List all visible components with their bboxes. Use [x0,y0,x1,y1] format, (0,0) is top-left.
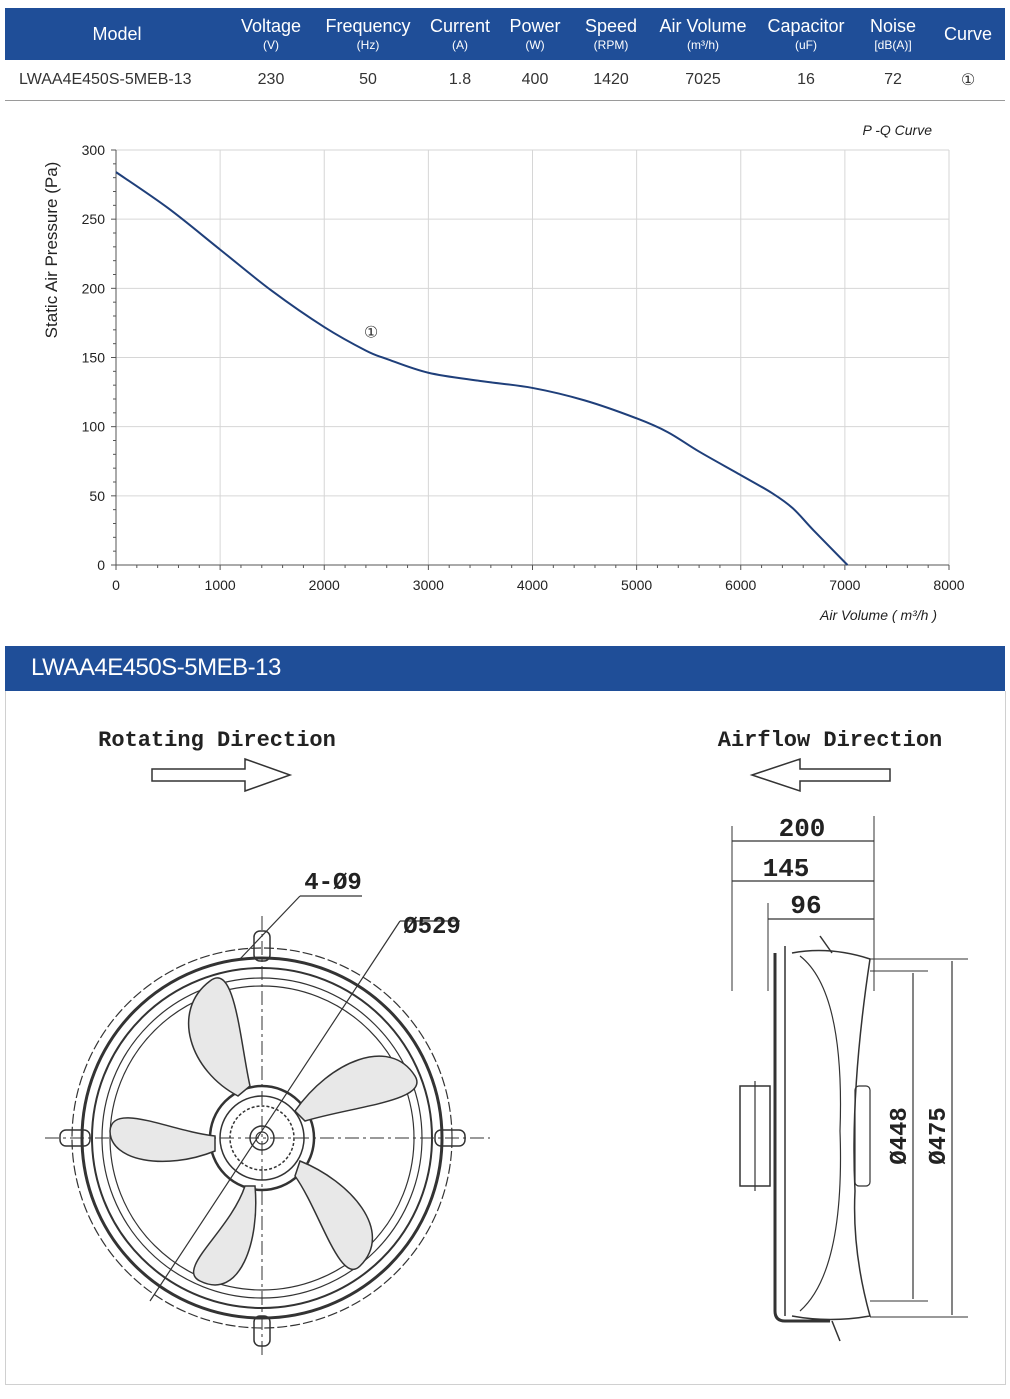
airflow-direction-label: Airflow Direction [717,728,943,753]
cell-air-volume: 7025 [649,60,757,101]
dimension-200: 200 [778,814,826,844]
diameter-475: Ø475 [926,1107,953,1165]
x-tick-label: 4000 [516,577,549,593]
rotating-arrow-icon [152,759,290,791]
technical-drawing-svg [0,691,1010,1391]
diameter-448: Ø448 [887,1107,914,1165]
y-tick-label: 200 [81,280,105,297]
spec-header-row [5,8,1005,60]
x-axis-label: Air Volume ( m³/h ) [820,607,937,623]
rotating-direction-label: Rotating Direction [98,728,336,753]
header-current: Current (A) [429,15,491,52]
y-tick-label: 0 [97,557,105,573]
y-tick-label: 50 [89,487,105,504]
pq-chart-svg [0,100,1010,645]
x-tick-label: 0 [112,577,120,593]
header-speed: Speed (RPM) [584,15,638,52]
y-tick-label: 300 [81,142,105,158]
y-axis-label: Static Air Pressure (Pa) [42,161,61,339]
header-model: Model [92,23,142,44]
fan-front-view [45,896,490,1356]
cell-model: LWAA4E450S-5MEB-13 [5,60,229,101]
x-tick-label: 6000 [725,577,757,593]
table-row [5,60,1005,101]
holes-dimension: 4-Ø9 [304,870,362,897]
y-tick-label: 250 [81,211,105,228]
cell-curve: ① [931,60,1005,101]
header-air-volume: Air Volume (m³/h) [659,15,747,52]
chart-title: P -Q Curve [862,122,932,138]
header-frequency: Frequency (Hz) [325,15,411,52]
section-banner [5,646,1005,691]
banner-title: LWAA4E450S-5MEB-13 [31,654,281,681]
cell-speed: 1420 [573,60,649,101]
header-curve: Curve [943,23,992,44]
curve-annotation: ① [363,324,379,342]
series-line [116,172,847,565]
header-noise: Noise [dB(A)] [869,15,917,52]
y-tick-label: 100 [81,418,105,435]
header-power: Power (W) [509,15,561,52]
x-tick-label: 3000 [412,577,444,593]
cell-current: 1.8 [423,60,497,101]
pq-chart [0,100,1010,645]
x-tick-label: 2000 [308,577,340,593]
header-voltage: Voltage (V) [240,15,302,52]
dimension-96: 96 [790,891,822,921]
airflow-arrow-icon [752,759,890,791]
cell-power: 400 [497,60,573,101]
technical-drawing [0,691,1010,1391]
cell-capacitor: 16 [757,60,855,101]
y-tick-label: 150 [81,349,105,366]
dimension-145: 145 [762,854,810,884]
cell-frequency: 50 [313,60,423,101]
cell-voltage: 230 [229,60,313,101]
spec-table [5,8,1005,101]
fan-side-view [732,816,968,1341]
x-tick-label: 8000 [933,577,965,593]
header-capacitor: Capacitor (uF) [767,15,845,52]
cell-noise: 72 [855,60,931,101]
x-tick-label: 1000 [204,577,236,593]
outer-diameter-dimension: Ø529 [403,914,461,941]
x-tick-label: 7000 [829,577,861,593]
x-tick-label: 5000 [621,577,653,593]
